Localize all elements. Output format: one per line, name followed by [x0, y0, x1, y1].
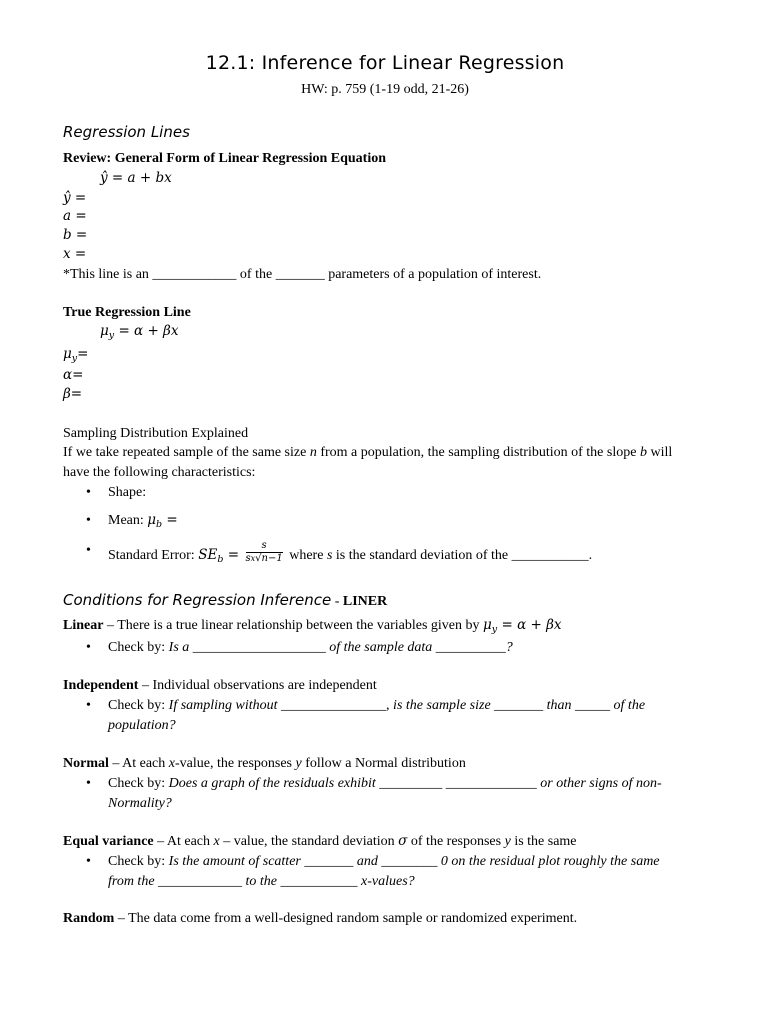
sampling-paragraph-line1: If we take repeated sample of the same size n from a population, the sampling distribution of the slope b will [63, 445, 673, 460]
normal-check-line2: Normality? [108, 796, 172, 811]
independent-check: • Check by: If sampling without _______________, is the sample size _______ than _____ of the [108, 699, 645, 713]
term-b: b = [63, 227, 88, 243]
equal-variance-check: • Check by: Is the amount of scatter _______ and ________ 0 on the residual plot roughly the same [108, 855, 660, 869]
normal-check: • Check by: Does a graph of the residuals exhibit _________ _____________ or other signs of non- [108, 777, 662, 791]
condition-equal-variance: Equal variance – At each x – value, the standard deviation σ of the responses y is the same [63, 833, 577, 849]
term-x: x = [63, 246, 87, 262]
term-beta: β= [63, 386, 83, 402]
condition-independent: Independent – Individual observations are independent [63, 678, 377, 693]
standard-error-fraction: $\frac{s}{sx√n-1}$ [245, 540, 283, 564]
condition-random: Random – The data come from a well-designed random sample or randomized experiment. [63, 911, 578, 926]
independent-check-line2: population? [108, 718, 176, 733]
sampling-paragraph-line2: have the following characteristics: [63, 465, 256, 480]
true-line-equation: $\mu_y = \alpha + \beta x$ [100, 323, 179, 341]
equal-variance-check-line2: from the ____________ to the ___________ x-values? [108, 874, 415, 889]
standard-error-bullet: • Standard Error: $SE_b$ = $\frac{s}{sx√n-1}$ where s is the standard deviation of the ___________. [108, 544, 592, 568]
section-heading-regression-lines: Regression Lines [63, 123, 190, 141]
term-y-hat: ŷ = [63, 190, 87, 206]
sampling-heading: Sampling Distribution Explained [63, 426, 249, 441]
term-alpha: α= [63, 367, 84, 383]
estimate-note: *This line is an ____________ of the _______ parameters of a population of interest. [63, 267, 542, 282]
page-title: 12.1: Inference for Linear Regression [205, 52, 565, 74]
condition-normal: Normal – At each x-value, the responses y follow a Normal distribution [63, 756, 466, 771]
shape-bullet: • Shape: [108, 486, 146, 500]
true-line-heading: True Regression Line [63, 305, 191, 320]
homework-assignment: HW: p. 759 (1-19 odd, 21-26) [301, 82, 469, 97]
mean-bullet: • Mean: $\mu_b$ = [108, 514, 178, 528]
review-heading: Review: General Form of Linear Regression Equation [63, 151, 387, 166]
conditions-heading: Conditions for Regression Inference - LINER [63, 591, 388, 609]
condition-linear: Linear – There is a true linear relationship between the variables given by $\mu_y = \alpha + \beta x$ [63, 617, 562, 635]
regression-equation: ŷ = a + bx [100, 170, 172, 186]
linear-check: • Check by: Is a ___________________ of the sample data __________? [108, 641, 513, 655]
term-a: a = [63, 208, 87, 224]
term-mu-y: $\mu_y=$ [63, 346, 89, 364]
